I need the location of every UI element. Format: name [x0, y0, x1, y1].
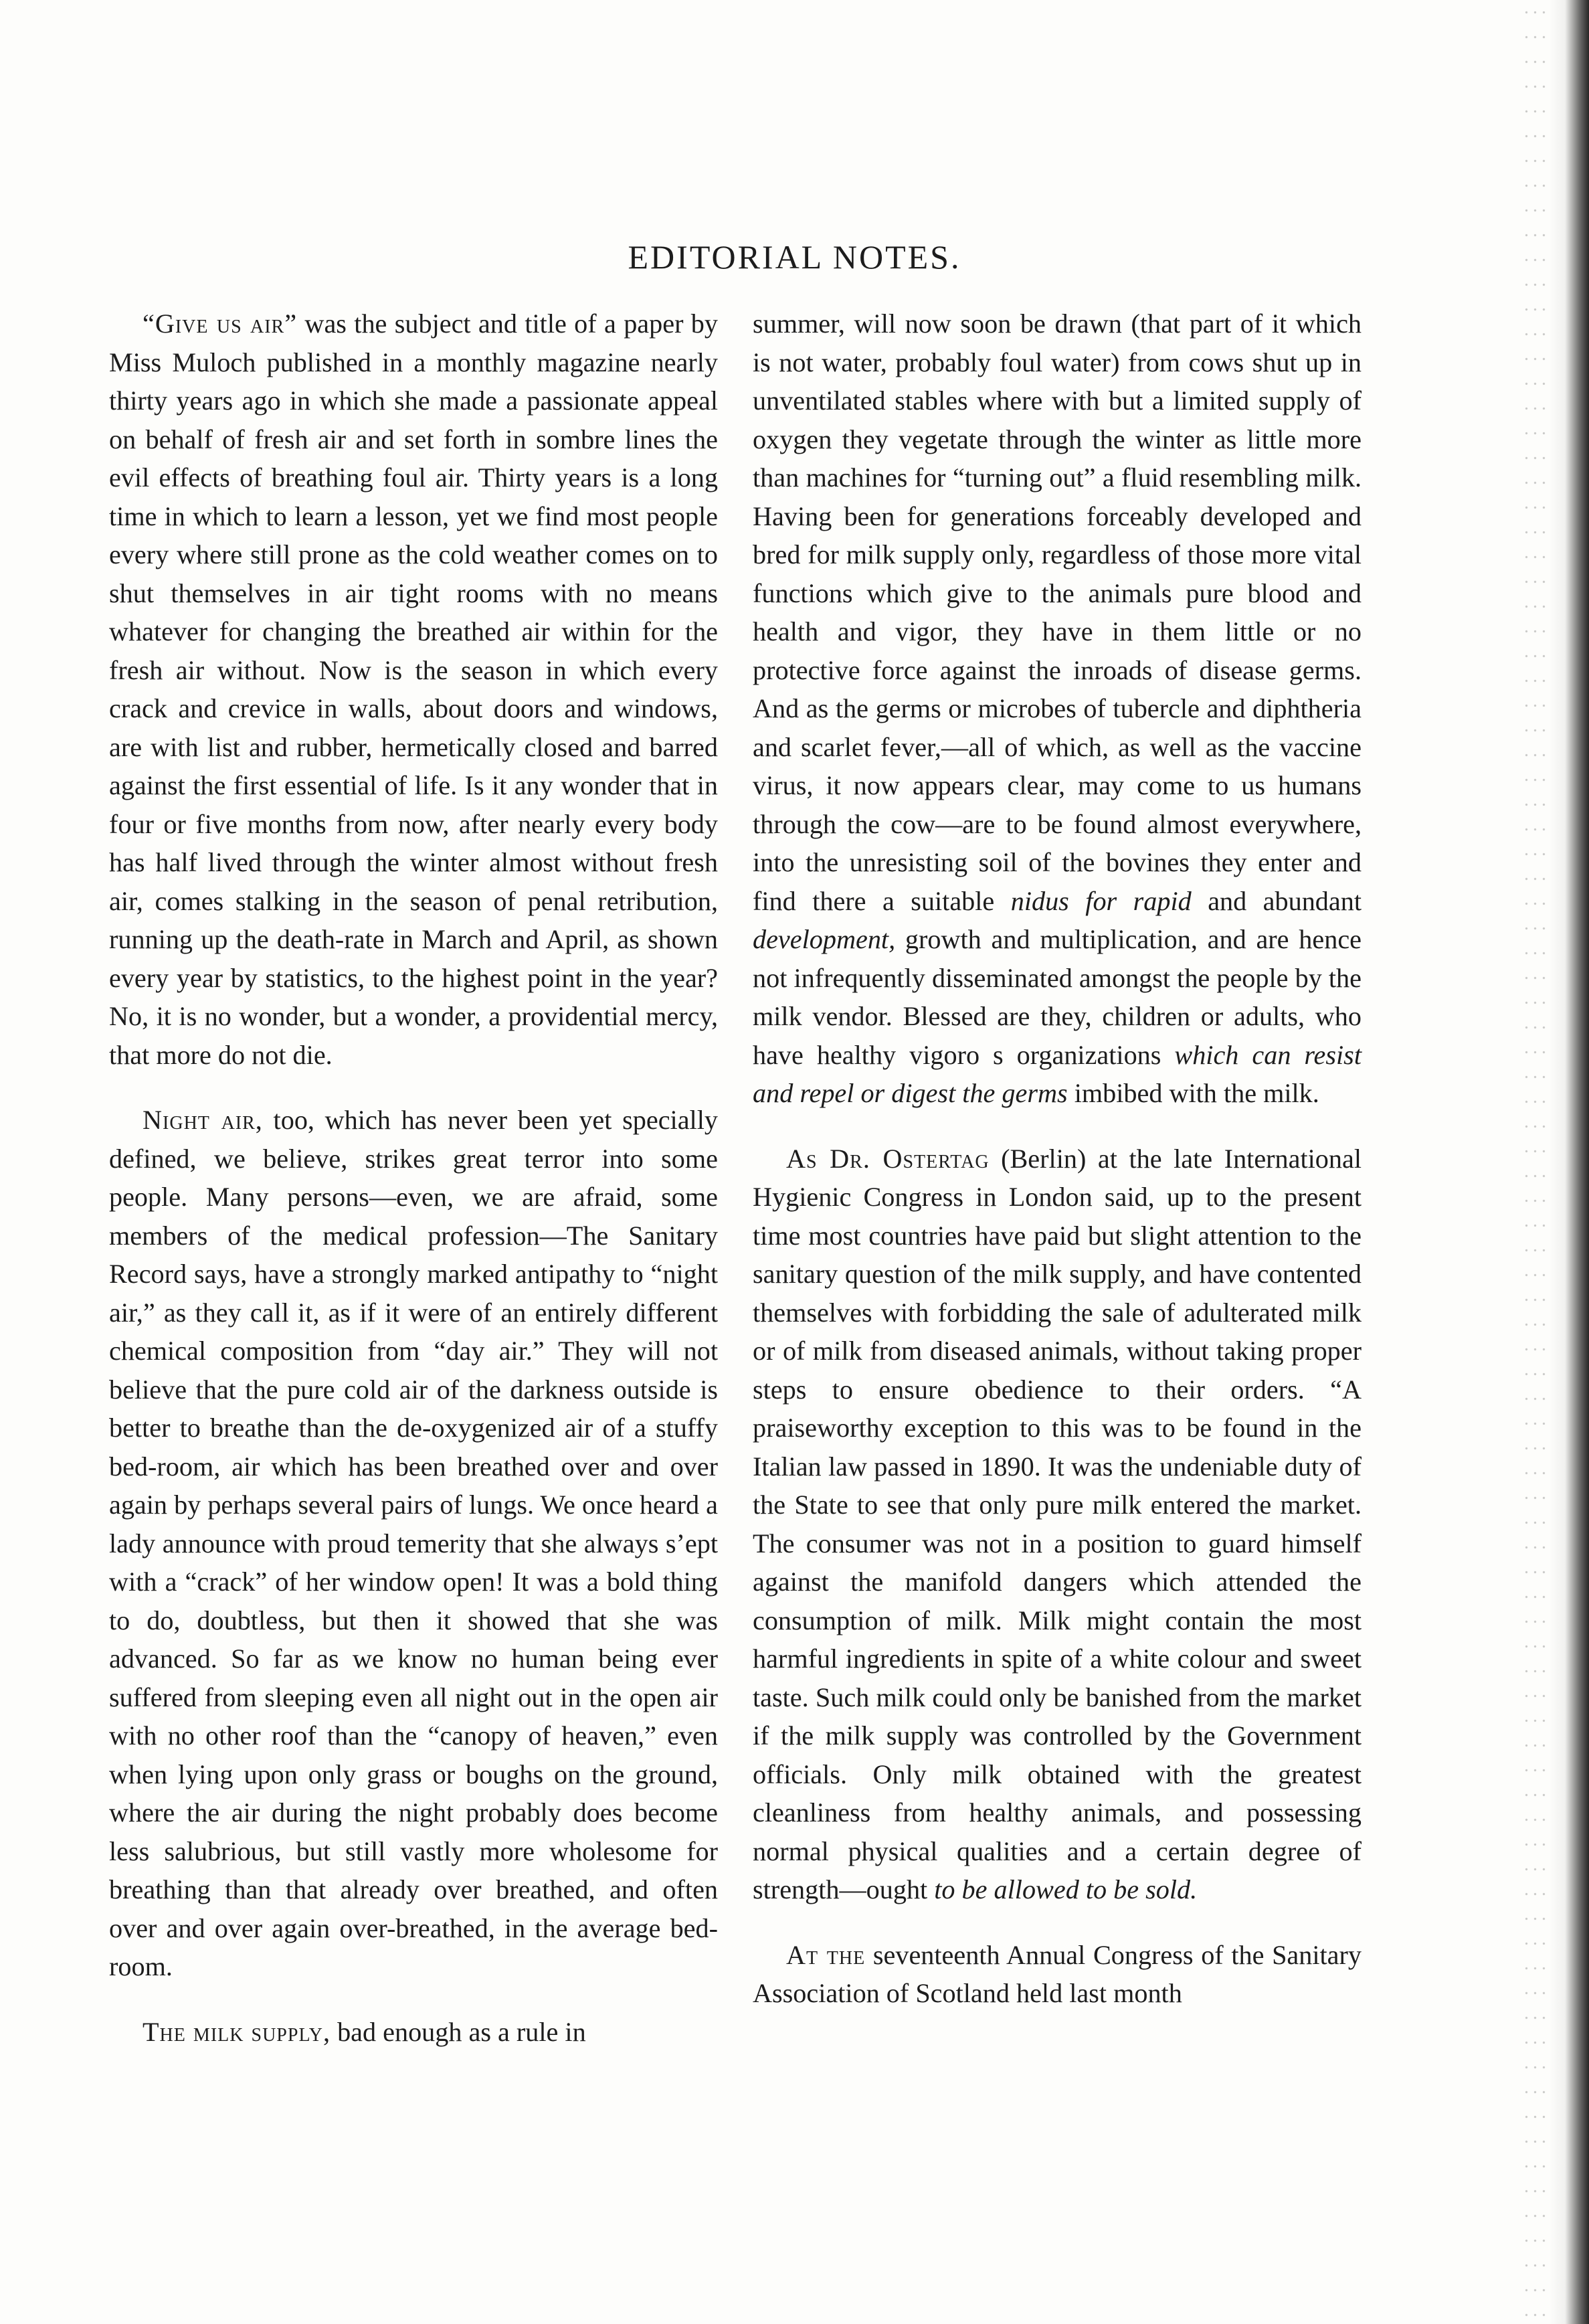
right-column: [753, 304, 1362, 2013]
paragraph-lead: As Dr. Ostertag: [786, 1143, 990, 1174]
paragraph-italic: to be allowed to be sold.: [934, 1874, 1198, 1904]
paragraph-lead: The milk supply,: [143, 2016, 331, 2047]
paragraph-milk-supply-continued: [753, 304, 1362, 1113]
paragraph-body: growth and multiplication, and are hence not infrequently disseminated amongst the people by the milk vendor. Blessed are they, children or adults, who have healthy vigoro s organizations: [753, 924, 1362, 1070]
paragraph-milk-supply: [109, 2013, 718, 2052]
paragraph-body: summer, will now soon be drawn (that part of it which is not water, probably foul water) from cows shut up in unventilated stables where with but a limited supply of oxygen they vegetate through the winter as little more than machines for “turning out” a fluid resembling milk. Having been for generations forceably developed and bred for milk supply only, regardless of those more vital functions which give to the animals pure blood and health and vigor, they have in them little or no protective force against the inroads of disease germs. And as the germs or microbes of tubercle and diphtheria and scarlet fever,—all of which, as well as the vaccine virus, it now appears clear, may come to us humans through the cow—are to be found almost everywhere, into the unresisting soil of the bovines they enter and find there a suitable: [753, 308, 1362, 916]
paragraph-body: imbibed with the milk.: [1067, 1078, 1319, 1108]
paragraph-italic: development,: [753, 924, 896, 954]
paragraph-give-us-air: [109, 304, 718, 1074]
paragraph-night-air: [109, 1101, 718, 1986]
paragraph-body: was the subject and title of a paper by Miss Muloch published in a monthly magazine nearly thirty years ago in which she made a passionate appeal on behalf of fresh air and set forth in sombre lines the evil effects of breathing foul air. Thirty years is a long time in which to learn a lesson, yet we find most people every where still prone as the cold weather comes on to shut themselves in air tight rooms with no means whatever for changing the breathed air within for the fresh air without. Now is the season in which every crack and crevice in walls, about doors and windows, are with list and rubber, hermetically closed and barred against the first essential of life. Is it any wonder that in four or five months from now, after nearly every body has half lived through the winter almost without fresh air, comes stalking in the season of penal retribution, running up the death-rate in March and April, as shown every year by statistics, to the highest point in the year? No, it is no wonder, but a wonder, a providential mercy, that more do not die.: [109, 308, 718, 1070]
left-column: [109, 304, 718, 2051]
paragraph-body: and abundant: [1191, 885, 1362, 916]
paragraph-lead: At the: [786, 1939, 866, 1970]
paragraph-body: too, which has never been yet specially defined, we believe, strikes great terror into some people. Many persons—even, we are afraid, some members of the medical profession—The Sanitary Record says, have a strongly marked antipathy to “night air,” as they call it, as if it were of an entirely different chemical composition from “day air.” They will not believe that the pure cold air of the darkness outside is better to breathe than the de-oxygenized air of a stuffy bed-room, air which has been breathed over and over again by perhaps several pairs of lungs. We once heard a lady announce with proud temerity that she always s’ept with a “crack” of her window open! It was a bold thing to do, doubtless, but then it showed that she was advanced. So far as we know no human being ever suffered from sleeping even all night out in the open air with no other roof than the “canopy of heaven,” even when lying upon only grass or boughs on the ground, where the air during the night probably does become less salubrious, but still vastly more wholesome for breathing than that already over breathed, and often over and over again over-breathed, in the average bed-room.: [109, 1105, 718, 1981]
paragraph-italic: which can resist and repel or digest the germs: [753, 1039, 1362, 1108]
scan-speckle: [1522, 0, 1549, 2324]
paragraph-body: seventeenth Annual Congress of the Sanitary Association of Scotland held last month: [753, 1939, 1362, 2008]
paragraph-body: (Berlin) at the late International Hygienic Congress in London said, up to the present time most countries have paid but slight attention to the sanitary question of the milk supply, and have contented themselves with forbidding the sale of adulterated milk or of milk from diseased animals, without taking proper steps to ensure obedience to their orders. “A praiseworthy exception to this was to be found in the Italian law passed in 1890. It was the undeniable duty of the State to see that only pure milk entered the market. The consumer was not in a position to guard himself against the manifold dangers which attended the consumption of milk. Milk might contain the most harmful ingredients in spite of a white colour and sweet taste. Such milk could only be banished from the market if the milk supply was controlled by the Government officials. Only milk obtained with the greatest cleanliness from healthy animals, and possessing normal physical qualities and a certain degree of strength—ought: [753, 1143, 1362, 1904]
scan-binding-edge: [1549, 0, 1589, 2324]
page-title: EDITORIAL NOTES.: [628, 238, 961, 276]
paragraph-lead: “Give us air”: [143, 308, 298, 339]
paragraph-annual-congress: [753, 1936, 1362, 2013]
paragraph-ostertag: [753, 1140, 1362, 1909]
paragraph-italic: nidus for rapid: [1010, 885, 1192, 916]
paragraph-lead: Night air,: [143, 1105, 263, 1135]
paragraph-body: bad enough as a rule in: [331, 2016, 586, 2047]
